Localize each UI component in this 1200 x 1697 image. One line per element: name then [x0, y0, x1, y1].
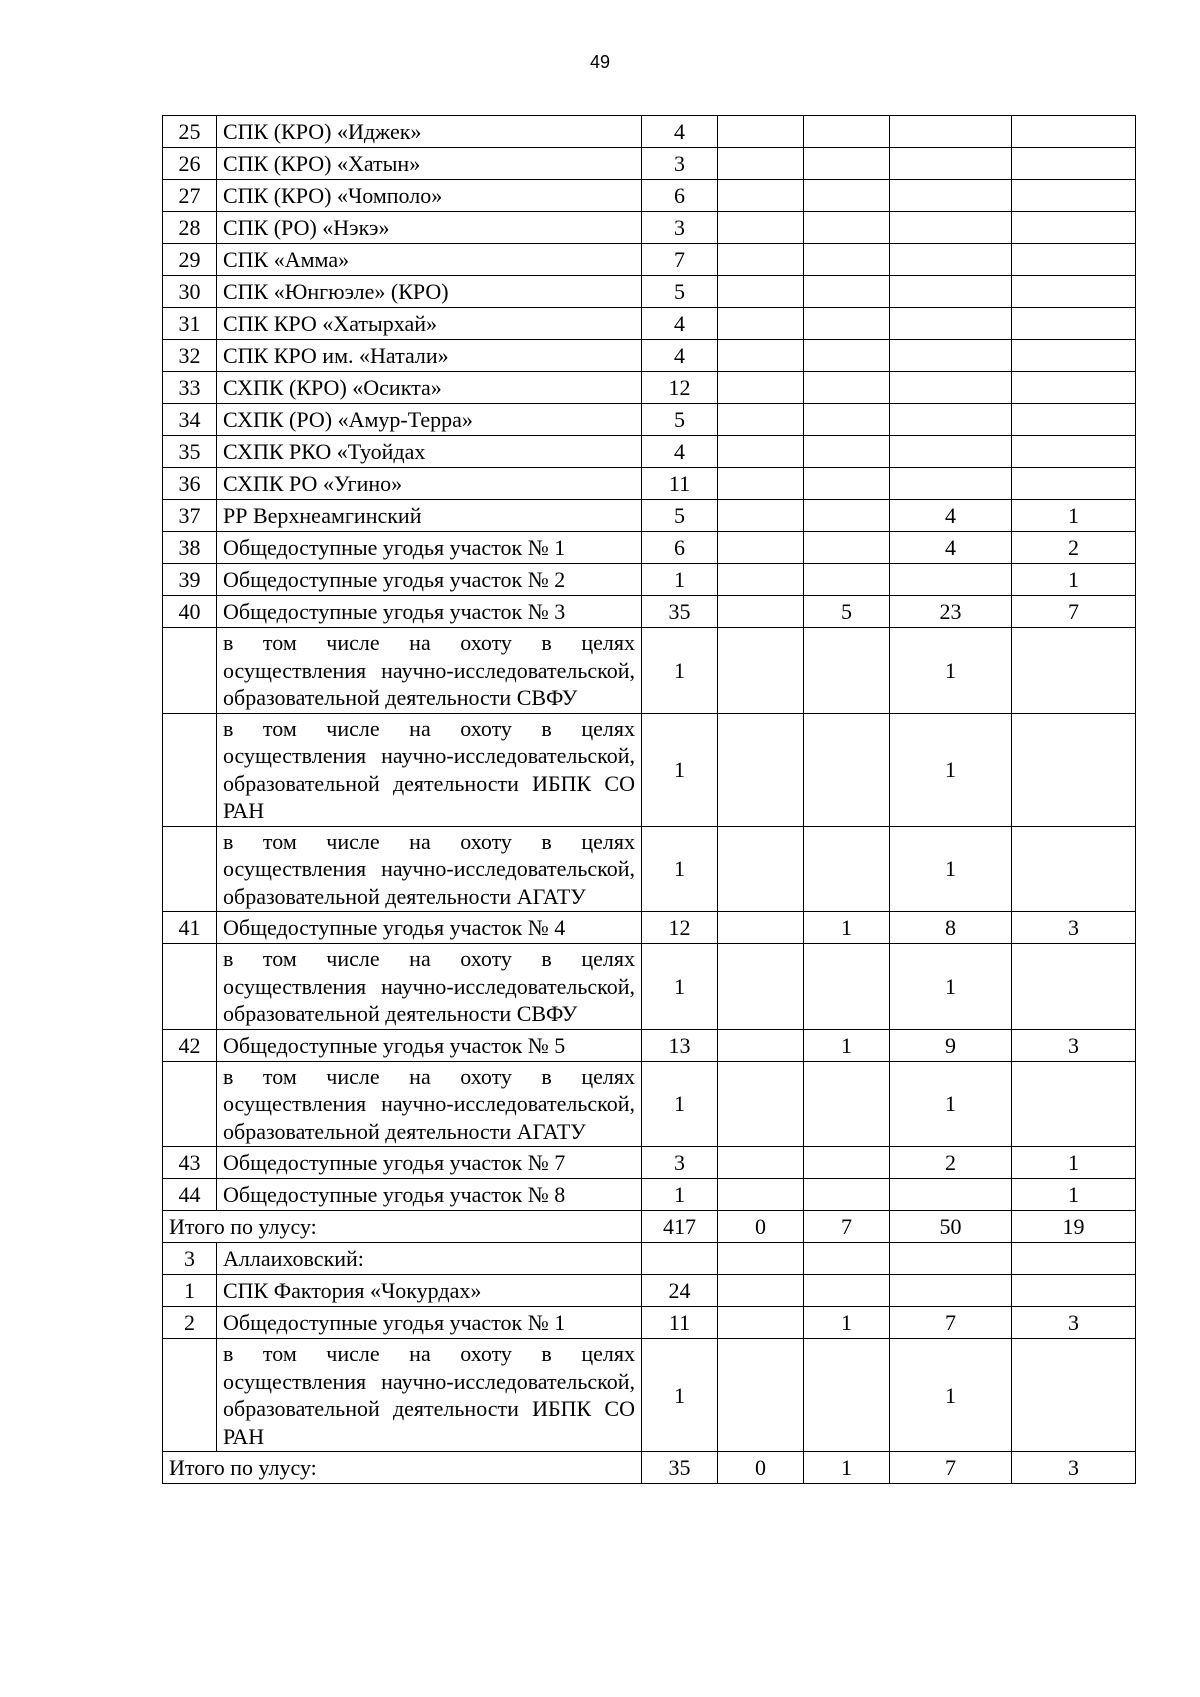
value-cell — [804, 244, 890, 276]
table-row — [163, 436, 1136, 468]
row-name: СПК «Амма» — [217, 244, 642, 276]
value-cell: 0 — [718, 1211, 804, 1243]
value-cell: 1 — [890, 944, 1012, 1030]
value-cell — [890, 212, 1012, 244]
value-cell — [804, 276, 890, 308]
value-cell — [804, 180, 890, 212]
value-cell — [890, 1179, 1012, 1211]
value-cell: 1 — [804, 1029, 890, 1061]
value-cell — [804, 713, 890, 826]
value-cell — [890, 564, 1012, 596]
table-row — [163, 116, 1136, 148]
row-number: 34 — [163, 404, 217, 436]
row-number — [163, 1061, 217, 1147]
table-row — [163, 468, 1136, 500]
value-cell: 11 — [642, 1307, 718, 1339]
value-cell: 7 — [642, 244, 718, 276]
value-cell: 7 — [890, 1307, 1012, 1339]
value-cell — [718, 500, 804, 532]
value-cell — [1012, 116, 1136, 148]
value-cell: 13 — [642, 1029, 718, 1061]
value-cell — [718, 1307, 804, 1339]
value-cell — [804, 1339, 890, 1452]
value-cell: 1 — [1012, 1147, 1136, 1179]
value-cell: 1 — [642, 826, 718, 912]
table-row — [163, 308, 1136, 340]
value-cell — [804, 1243, 890, 1275]
value-cell: 7 — [804, 1211, 890, 1243]
table-row — [163, 532, 1136, 564]
row-number: 25 — [163, 116, 217, 148]
value-cell: 4 — [642, 308, 718, 340]
table-row — [163, 180, 1136, 212]
table-row — [163, 1275, 1136, 1307]
value-cell — [804, 1275, 890, 1307]
value-cell — [804, 1179, 890, 1211]
value-cell: 1 — [642, 1061, 718, 1147]
value-cell — [1012, 628, 1136, 714]
value-cell: 11 — [642, 468, 718, 500]
row-name: в том числе на охоту в целях осуществления научно-исследовательской, образовательной деятельности СВФУ — [217, 944, 642, 1030]
value-cell — [890, 276, 1012, 308]
value-cell: 3 — [1012, 1029, 1136, 1061]
value-cell — [890, 116, 1012, 148]
row-number: 29 — [163, 244, 217, 276]
subitem-row — [163, 1061, 1136, 1147]
row-name: Общедоступные угодья участок № 1 — [217, 532, 642, 564]
value-cell — [718, 1061, 804, 1147]
row-number: 33 — [163, 372, 217, 404]
row-name: Общедоступные угодья участок № 5 — [217, 1029, 642, 1061]
quota-table-body — [163, 116, 1136, 1484]
row-name: РР Верхнеамгинский — [217, 500, 642, 532]
subitem-row — [163, 713, 1136, 826]
table-row — [163, 1307, 1136, 1339]
row-number: 28 — [163, 212, 217, 244]
value-cell: 50 — [890, 1211, 1012, 1243]
row-number: 31 — [163, 308, 217, 340]
value-cell — [804, 116, 890, 148]
table-row — [163, 1147, 1136, 1179]
value-cell — [718, 596, 804, 628]
value-cell: 3 — [642, 212, 718, 244]
value-cell: 1 — [1012, 500, 1136, 532]
value-cell: 3 — [1012, 1307, 1136, 1339]
value-cell — [804, 628, 890, 714]
value-cell: 7 — [890, 1452, 1012, 1484]
subitem-row — [163, 1339, 1136, 1452]
value-cell: 9 — [890, 1029, 1012, 1061]
value-cell: 4 — [890, 532, 1012, 564]
value-cell — [718, 944, 804, 1030]
row-number — [163, 826, 217, 912]
value-cell: 12 — [642, 912, 718, 944]
total-label: Итого по улусу: — [163, 1211, 642, 1243]
row-name: СПК (РО) «Нэкэ» — [217, 212, 642, 244]
table-row — [163, 500, 1136, 532]
value-cell — [1012, 404, 1136, 436]
value-cell — [718, 212, 804, 244]
table-row — [163, 276, 1136, 308]
value-cell: 1 — [642, 1179, 718, 1211]
row-name: в том числе на охоту в целях осуществления научно-исследовательской, образовательной деятельности ИБПК СО РАН — [217, 1339, 642, 1452]
value-cell: 6 — [642, 180, 718, 212]
value-cell: 417 — [642, 1211, 718, 1243]
value-cell — [1012, 212, 1136, 244]
row-name: Общедоступные угодья участок № 7 — [217, 1147, 642, 1179]
value-cell: 4 — [642, 340, 718, 372]
value-cell: 1 — [1012, 564, 1136, 596]
table-row — [163, 1029, 1136, 1061]
value-cell: 35 — [642, 596, 718, 628]
value-cell — [718, 276, 804, 308]
value-cell — [1012, 276, 1136, 308]
value-cell — [1012, 826, 1136, 912]
value-cell: 23 — [890, 596, 1012, 628]
value-cell: 3 — [642, 148, 718, 180]
table-row — [163, 372, 1136, 404]
value-cell — [804, 436, 890, 468]
value-cell — [804, 826, 890, 912]
row-name: СПК КРО им. «Натали» — [217, 340, 642, 372]
row-number: 37 — [163, 500, 217, 532]
value-cell: 5 — [642, 276, 718, 308]
value-cell: 2 — [1012, 532, 1136, 564]
value-cell — [804, 564, 890, 596]
value-cell: 7 — [1012, 596, 1136, 628]
value-cell: 4 — [642, 436, 718, 468]
value-cell — [1012, 944, 1136, 1030]
total-row — [163, 1452, 1136, 1484]
value-cell — [718, 308, 804, 340]
row-name: СПК «Юнгюэле» (КРО) — [217, 276, 642, 308]
value-cell: 1 — [804, 1452, 890, 1484]
table-row — [163, 1243, 1136, 1275]
table-row — [163, 148, 1136, 180]
value-cell — [718, 340, 804, 372]
value-cell — [1012, 372, 1136, 404]
row-name: в том числе на охоту в целях осуществления научно-исследовательской, образовательной деятельности ИБПК СО РАН — [217, 713, 642, 826]
row-number: 32 — [163, 340, 217, 372]
value-cell — [1012, 340, 1136, 372]
value-cell — [804, 500, 890, 532]
row-number: 42 — [163, 1029, 217, 1061]
row-number — [163, 944, 217, 1030]
value-cell — [718, 404, 804, 436]
table-row — [163, 212, 1136, 244]
value-cell: 1 — [1012, 1179, 1136, 1211]
value-cell — [890, 404, 1012, 436]
row-number: 27 — [163, 180, 217, 212]
value-cell: 6 — [642, 532, 718, 564]
row-name: Общедоступные угодья участок № 2 — [217, 564, 642, 596]
value-cell — [890, 1243, 1012, 1275]
value-cell — [718, 1179, 804, 1211]
value-cell: 24 — [642, 1275, 718, 1307]
value-cell: 3 — [1012, 1452, 1136, 1484]
value-cell — [890, 308, 1012, 340]
value-cell: 19 — [1012, 1211, 1136, 1243]
value-cell — [804, 404, 890, 436]
value-cell — [1012, 148, 1136, 180]
value-cell: 3 — [1012, 912, 1136, 944]
row-name: Общедоступные угодья участок № 3 — [217, 596, 642, 628]
value-cell — [718, 912, 804, 944]
row-name: СПК (КРО) «Иджек» — [217, 116, 642, 148]
value-cell: 1 — [890, 628, 1012, 714]
value-cell: 5 — [642, 500, 718, 532]
value-cell — [718, 372, 804, 404]
subitem-row — [163, 826, 1136, 912]
row-number: 26 — [163, 148, 217, 180]
subitem-row — [163, 628, 1136, 714]
value-cell — [718, 1147, 804, 1179]
quota-table — [162, 115, 1136, 1484]
value-cell: 1 — [804, 912, 890, 944]
value-cell: 1 — [642, 628, 718, 714]
row-name: Общедоступные угодья участок № 4 — [217, 912, 642, 944]
total-row — [163, 1211, 1136, 1243]
table-row — [163, 340, 1136, 372]
value-cell — [718, 713, 804, 826]
value-cell: 12 — [642, 372, 718, 404]
row-name: в том числе на охоту в целях осуществления научно-исследовательской, образовательной деятельности АГАТУ — [217, 826, 642, 912]
row-name: СПК (КРО) «Хатын» — [217, 148, 642, 180]
value-cell — [890, 180, 1012, 212]
row-number: 1 — [163, 1275, 217, 1307]
value-cell — [804, 468, 890, 500]
value-cell: 1 — [890, 1339, 1012, 1452]
row-name: Общедоступные угодья участок № 8 — [217, 1179, 642, 1211]
value-cell — [804, 148, 890, 180]
value-cell — [804, 1061, 890, 1147]
value-cell — [890, 372, 1012, 404]
value-cell — [718, 1275, 804, 1307]
value-cell — [1012, 1275, 1136, 1307]
value-cell — [718, 532, 804, 564]
row-number: 43 — [163, 1147, 217, 1179]
value-cell — [718, 1029, 804, 1061]
value-cell — [642, 1243, 718, 1275]
row-number: 39 — [163, 564, 217, 596]
value-cell — [1012, 180, 1136, 212]
value-cell — [718, 564, 804, 596]
value-cell — [718, 180, 804, 212]
row-name: СПК КРО «Хатырхай» — [217, 308, 642, 340]
value-cell: 1 — [642, 1339, 718, 1452]
value-cell: 1 — [804, 1307, 890, 1339]
value-cell — [718, 116, 804, 148]
value-cell: 3 — [642, 1147, 718, 1179]
value-cell: 1 — [642, 564, 718, 596]
value-cell — [1012, 468, 1136, 500]
value-cell — [1012, 1339, 1136, 1452]
row-name: СХПК (КРО) «Осикта» — [217, 372, 642, 404]
row-number: 40 — [163, 596, 217, 628]
value-cell — [1012, 713, 1136, 826]
table-row — [163, 596, 1136, 628]
value-cell: 0 — [718, 1452, 804, 1484]
row-number: 44 — [163, 1179, 217, 1211]
row-number: 30 — [163, 276, 217, 308]
value-cell — [804, 532, 890, 564]
value-cell — [804, 212, 890, 244]
value-cell — [1012, 244, 1136, 276]
row-number: 35 — [163, 436, 217, 468]
row-name: в том числе на охоту в целях осуществления научно-исследовательской, образовательной деятельности АГАТУ — [217, 1061, 642, 1147]
row-number: 2 — [163, 1307, 217, 1339]
value-cell — [890, 148, 1012, 180]
value-cell — [718, 1339, 804, 1452]
row-number: 36 — [163, 468, 217, 500]
value-cell: 1 — [890, 826, 1012, 912]
table-row — [163, 244, 1136, 276]
value-cell — [804, 308, 890, 340]
value-cell: 35 — [642, 1452, 718, 1484]
value-cell: 5 — [804, 596, 890, 628]
value-cell — [890, 340, 1012, 372]
value-cell — [1012, 1061, 1136, 1147]
value-cell: 4 — [642, 116, 718, 148]
value-cell: 4 — [890, 500, 1012, 532]
value-cell: 8 — [890, 912, 1012, 944]
row-number: 38 — [163, 532, 217, 564]
value-cell: 1 — [642, 944, 718, 1030]
value-cell — [804, 944, 890, 1030]
value-cell — [718, 628, 804, 714]
value-cell — [718, 436, 804, 468]
subitem-row — [163, 944, 1136, 1030]
row-name: Общедоступные угодья участок № 1 — [217, 1307, 642, 1339]
value-cell — [718, 148, 804, 180]
value-cell: 5 — [642, 404, 718, 436]
row-name: в том числе на охоту в целях осуществления научно-исследовательской, образовательной деятельности СВФУ — [217, 628, 642, 714]
value-cell — [1012, 436, 1136, 468]
row-number: 41 — [163, 912, 217, 944]
row-number — [163, 1339, 217, 1452]
row-name: СХПК (РО) «Амур-Терра» — [217, 404, 642, 436]
table-row — [163, 1179, 1136, 1211]
row-number — [163, 713, 217, 826]
value-cell: 1 — [890, 1061, 1012, 1147]
row-name: СХПК РКО «Туойдах — [217, 436, 642, 468]
value-cell — [804, 340, 890, 372]
value-cell — [890, 1275, 1012, 1307]
row-number: 3 — [163, 1243, 217, 1275]
row-name: Аллаиховский: — [217, 1243, 642, 1275]
value-cell — [804, 1147, 890, 1179]
value-cell — [1012, 308, 1136, 340]
row-name: СПК (КРО) «Чомполо» — [217, 180, 642, 212]
value-cell — [718, 1243, 804, 1275]
value-cell: 2 — [890, 1147, 1012, 1179]
value-cell — [718, 468, 804, 500]
value-cell — [718, 244, 804, 276]
value-cell — [804, 372, 890, 404]
value-cell: 1 — [642, 713, 718, 826]
row-name: СХПК РО «Угино» — [217, 468, 642, 500]
table-row — [163, 912, 1136, 944]
value-cell — [890, 468, 1012, 500]
page-number: 49 — [589, 52, 611, 72]
table-row — [163, 404, 1136, 436]
table-row — [163, 564, 1136, 596]
value-cell — [718, 826, 804, 912]
value-cell — [890, 436, 1012, 468]
value-cell — [1012, 1243, 1136, 1275]
row-number — [163, 628, 217, 714]
value-cell — [890, 244, 1012, 276]
row-name: СПК Фактория «Чокурдах» — [217, 1275, 642, 1307]
value-cell: 1 — [890, 713, 1012, 826]
total-label: Итого по улусу: — [163, 1452, 642, 1484]
